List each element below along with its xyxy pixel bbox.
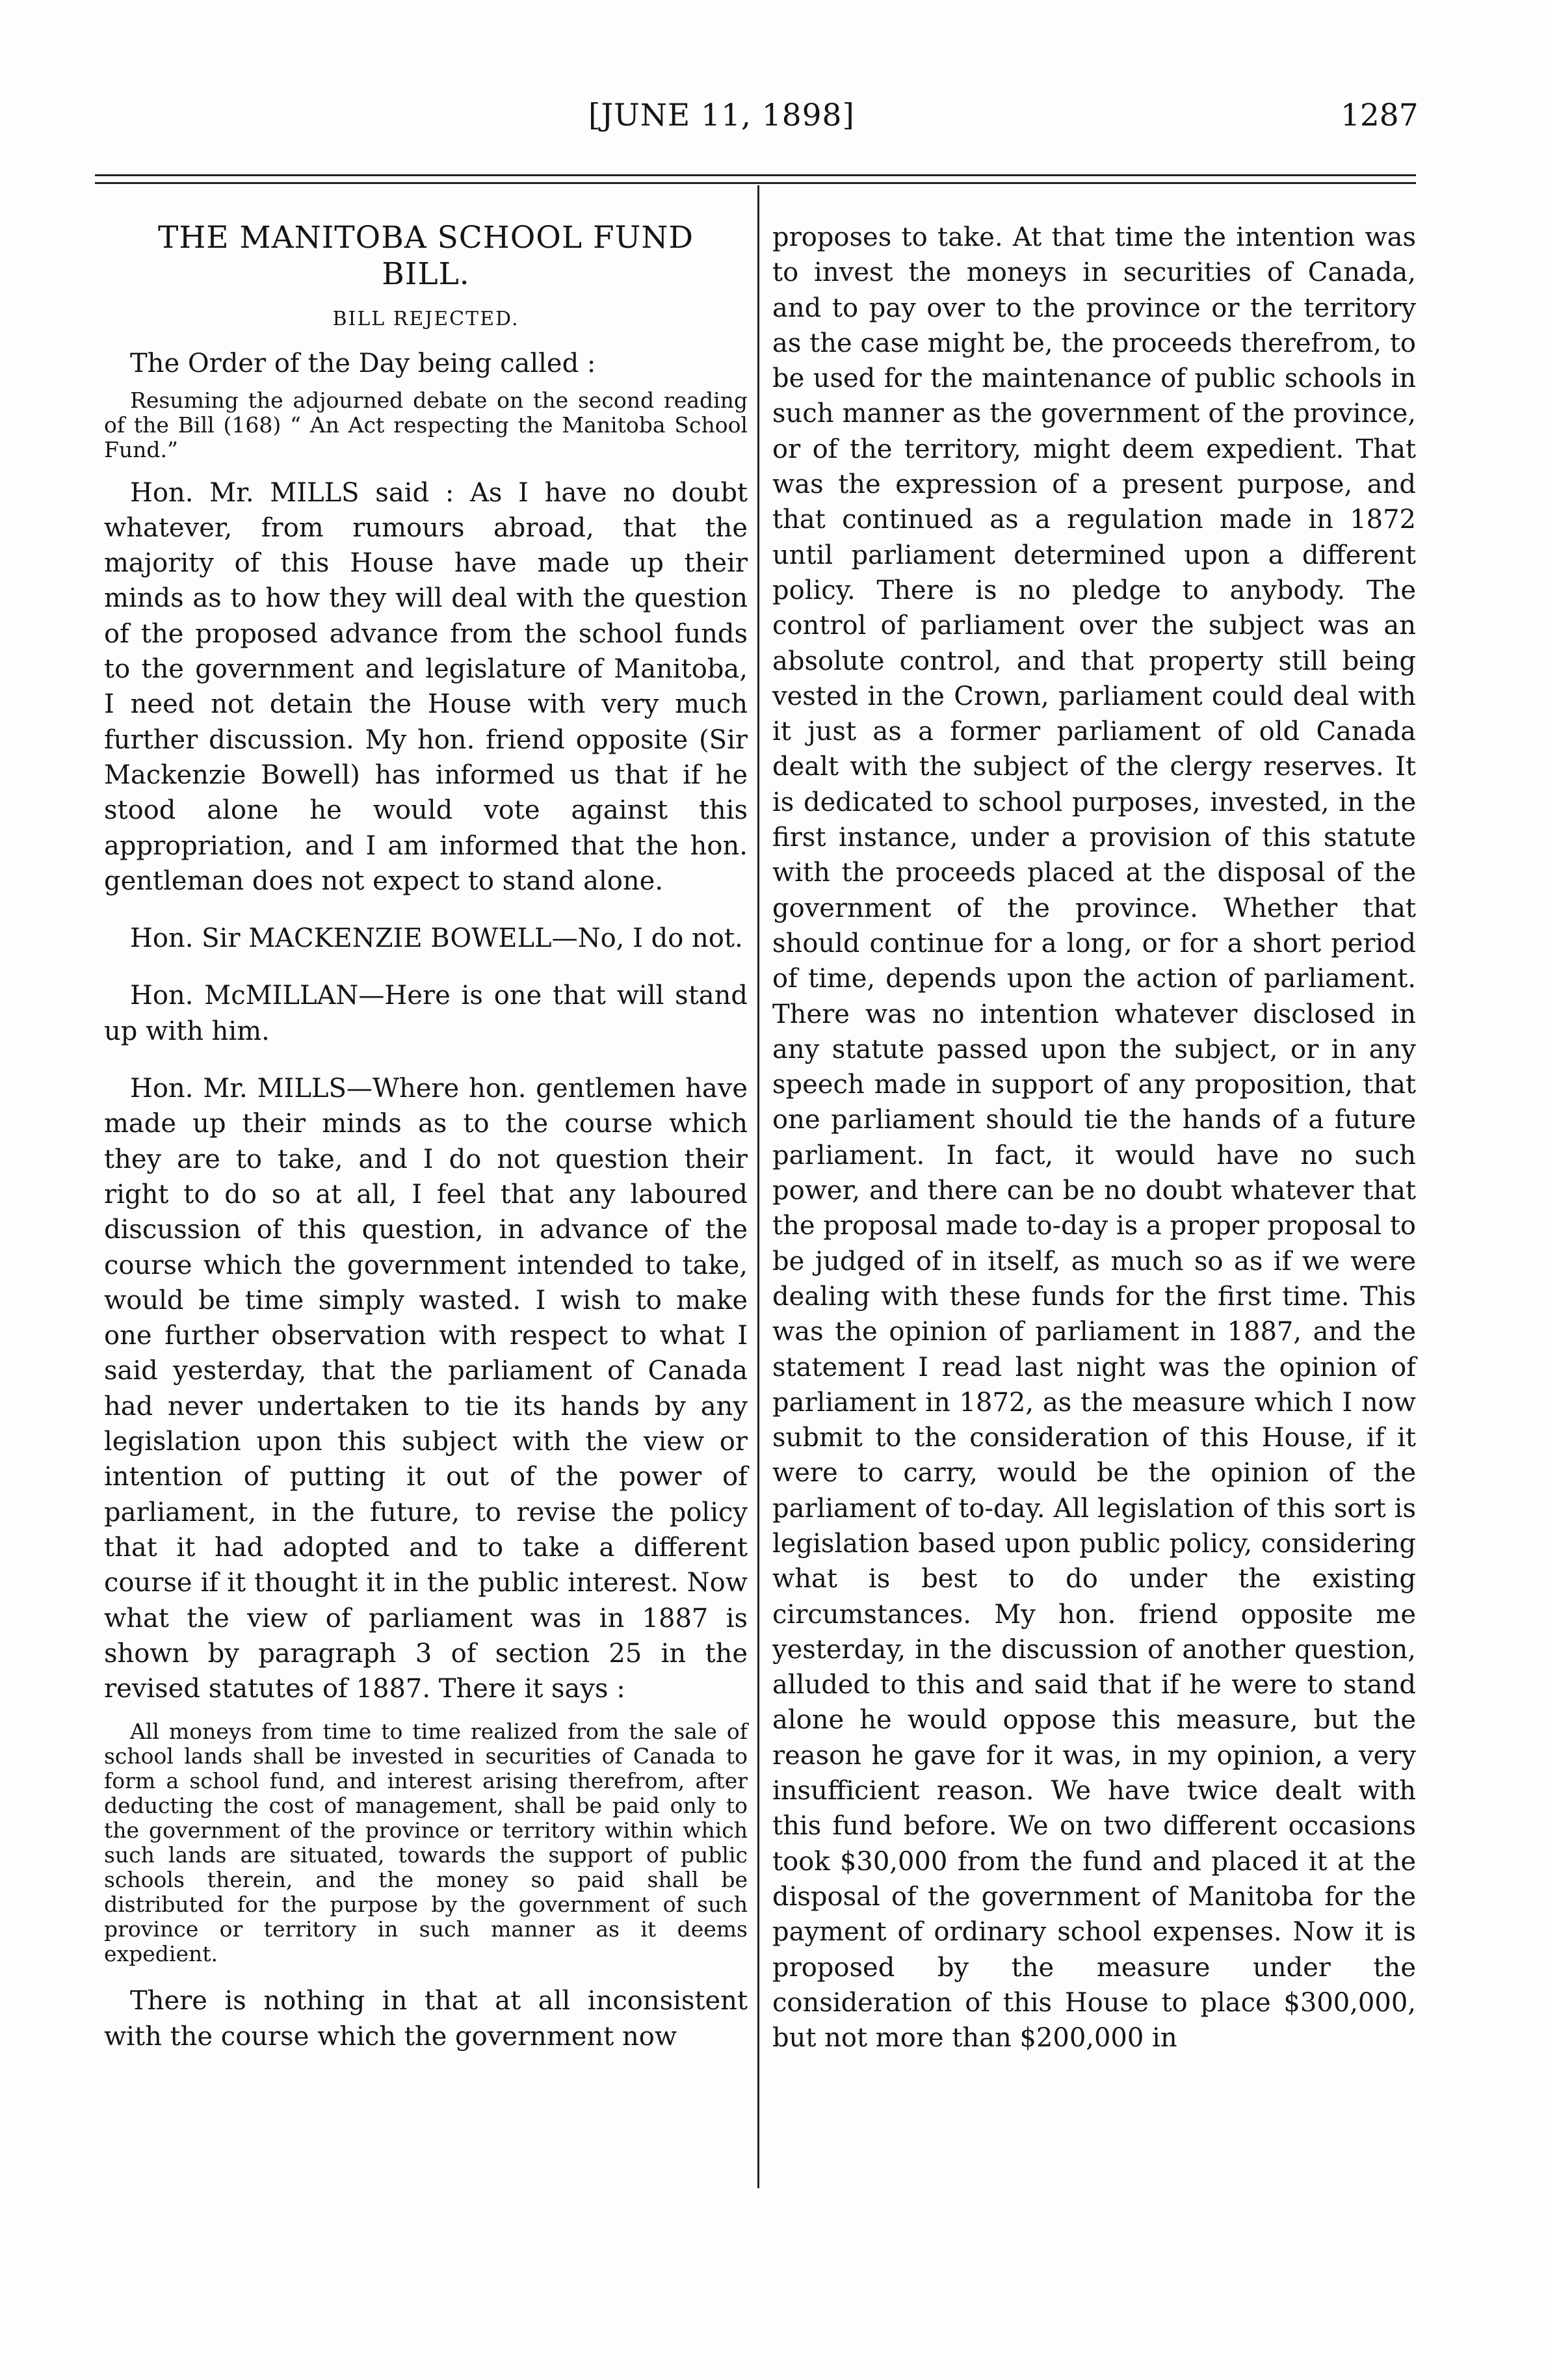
mcmillan-reply: Hon. McMILLAN—Here is one that will stand up with him. [104,981,748,1046]
article-title: THE MANITOBA SCHOOL FUND BILL. [157,220,694,292]
resuming-debate-note: Resuming the adjourned debate on the second reading of the Bill (168) “ An Act respecting the Manitoba School Fund.” [104,387,748,462]
mills-speech-2: Hon. Mr. MILLS—Where hon. gentlemen have made up their minds as to the course which they are to take, and I do not question their right to do so at all, I feel that any laboured discussion of this question, in advance of the course which the government intended to take, would be time simply wasted. I wish to make one further observation with respect to what I said yesterday, that the parliament of Canada had never undertaken to tie its hands by any legislation upon this subject with the view or intention of putting it out of the power of parliament, in the future, to revise the policy that it had adopted and to take a different course if it thought it in the public interest. Now what the view of parliament was in 1887 is shown by paragraph 3 of section 25 in the revised statutes of 1887. There it says : [104,1074,748,1704]
right-column [772,220,1416,2056]
left-column [104,220,748,2054]
page-header [0,98,1546,150]
page-number: 1287 [1341,98,1419,133]
column-divider [757,185,759,2188]
header-rule-top [95,174,1416,176]
mills-speech-1: Hon. Mr. MILLS said : As I have no doubt whatever, from rumours abroad, that the majority of this House have made up their minds as to how they will deal with the question of the proposed advance from the school funds to the government and legislature of Manitoba, I need not detain the House with very much further discussion. My hon. friend opposite (Sir Mackenzie Bowell) has informed us that if he stood alone he would vote against this appropriation, and I am informed that the hon. gentleman does not expect to stand alone. [104,477,748,896]
article-subtitle: BILL REJECTED. [332,308,519,330]
bowell-reply: Hon. Sir MACKENZIE BOWELL—No, I do not. [130,923,743,954]
right-column-text: proposes to take. At that time the intention was to invest the moneys in securities of Canada, and to pay over to the province or the territory as the case might be, the proceeds therefrom, to be used for the maintenance of public schools in such manner as the government of the province, or of the territory, might deem expedient. That was the expression of a present purpose, and that continued as a regulation made in 1872 until parliament determined upon a different policy. There is no pledge to anybody. The control of parliament over the subject was an absolute control, and that property still being vested in the Crown, parliament could deal with it just as a former parliament of old Canada dealt with the subject of the clergy reserves. It is dedicated to school purposes, invested, in the first instance, under a provision of this statute with the proceeds placed at the disposal of the government of the province. Whether that should continue for a long, or for a short period of time, depends upon the action of parliament. There was no intention whatever disclosed in any statute passed upon the subject, or in any speech made in support of any proposition, that one parliament should tie the hands of a future parliament. In fact, it would have no such power, and there can be no doubt whatever that the proposal made to-day is a proper proposal to be judged of in itself, as much so as if we were dealing with these funds for the first time. This was the opinion of parliament in 1887, and the statement I read last night was the opinion of parliament in 1872, as the measure which I now submit to the consideration of this House, if it were to carry, would be the opinion of the parliament of to-day. All legislation of this sort is legislation based upon public policy, considering what is best to do under the existing circumstances. My hon. friend opposite me yesterday, in the discussion of another question, alluded to this and said that if he were to stand alone he would oppose this measure, but the reason he gave for it was, in my opinion, a very insufficient reason. We have twice dealt with this fund before. We on two different occasions took $30,000 from the fund and placed it at the disposal of the government of Manitoba for the payment of ordinary school expenses. Now it is proposed by the measure under the consideration of this House to place $300,000, but not more than $200,000 in [772,222,1416,2054]
order-of-day: The Order of the Day being called : [130,349,596,379]
header-date: [JUNE 11, 1898] [588,98,855,133]
header-rule-bottom [95,182,1416,184]
closing-paragraph: There is nothing in that at all inconsistent with the course which the government now [104,1986,748,2052]
statute-quote: All moneys from time to time realized from the sale of school lands shall be invested in securities of Canada to form a school fund, and interest arising therefrom, after deducting the cost of management, shall be paid only to the government of the province or territory within which such lands are situated, towards the support of public schools therein, and the money so paid shall be distributed for the purpose by the government of such province or territory in such manner as it deems expedient. [104,1719,748,1967]
